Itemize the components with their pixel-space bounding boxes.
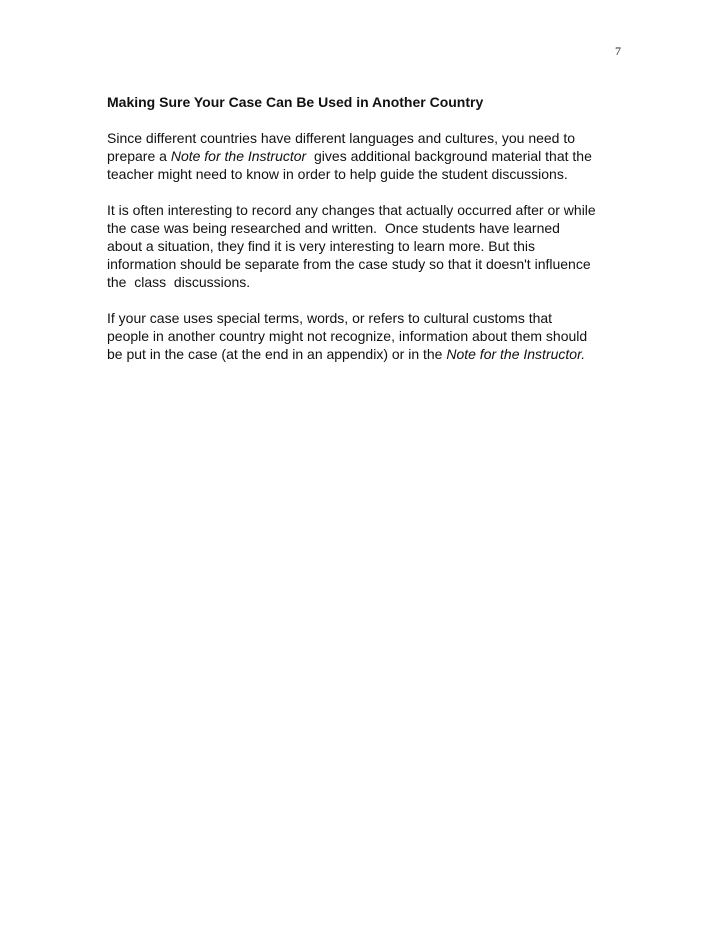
paragraph-line: teacher might need to know in order to help guide the student discussions. — [107, 166, 568, 182]
paragraph-line: about a situation, they find it is very interesting to learn more. But this — [107, 238, 535, 254]
paragraph-line: the class discussions. — [107, 274, 251, 290]
paragraph-line: information should be separate from the case study so that it doesn't influence — [107, 256, 591, 272]
text-run: be put in the case (at the end in an appendix) or in the — [107, 346, 447, 362]
paragraph-line — [107, 345, 622, 363]
text-run: prepare a — [107, 148, 171, 164]
paragraph-special-terms — [107, 309, 622, 363]
paragraph-changes — [107, 201, 622, 291]
italic-note-title: Note for the Instructor — [170, 148, 307, 164]
paragraph-line — [107, 147, 622, 165]
page-number: 7 — [615, 44, 621, 58]
section-heading: Making Sure Your Case Can Be Used in Another Country — [107, 94, 484, 110]
text-run: gives additional background material that the — [306, 148, 592, 164]
paragraph-line: people in another country might not recognize, information about them should — [107, 328, 588, 344]
paragraph-line: It is often interesting to record any changes that actually occurred after or while — [107, 202, 596, 218]
paragraph-line: the case was being researched and written. Once students have learned — [107, 220, 560, 236]
italic-note-title: Note for the Instructor. — [446, 346, 586, 362]
paragraph-instructor-note — [107, 129, 622, 183]
document-body — [107, 93, 622, 381]
paragraph-line: Since different countries have different languages and cultures, you need to — [107, 130, 576, 146]
paragraph-line: If your case uses special terms, words, or refers to cultural customs that — [107, 310, 553, 326]
